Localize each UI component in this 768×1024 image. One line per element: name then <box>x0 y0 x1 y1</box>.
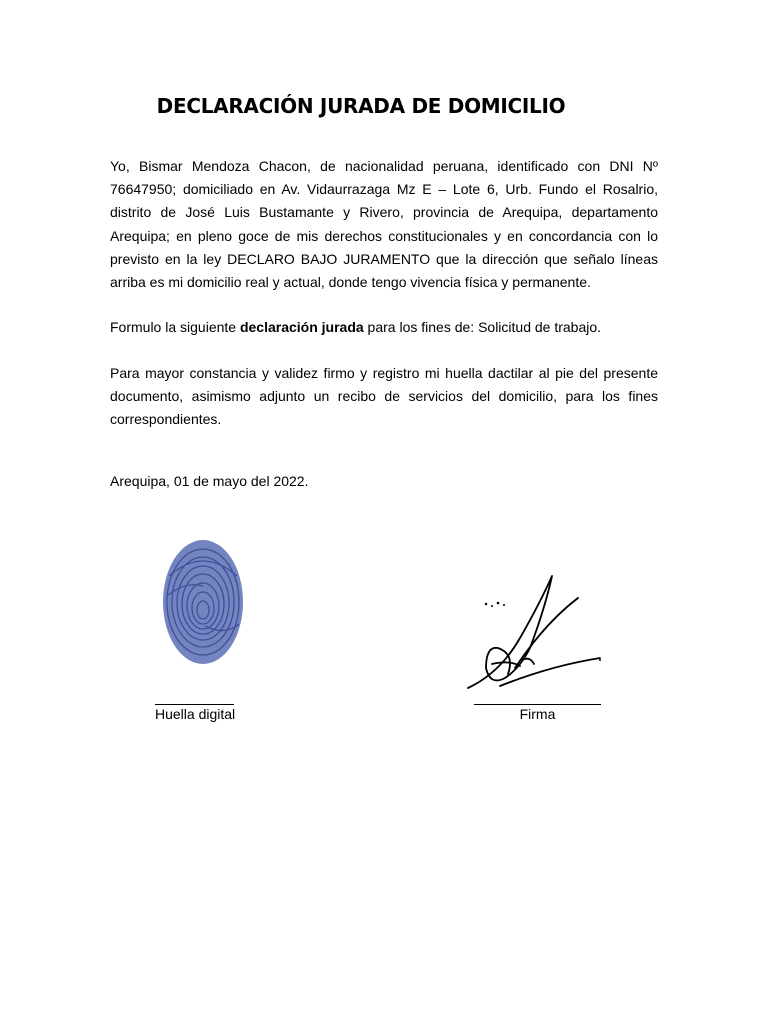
purpose-text-before: Formulo la siguiente <box>110 319 240 335</box>
validity-paragraph: Para mayor constancia y validez firmo y registro mi huella dactilar al pie del presente documento, asimismo adjunto un recibo de servicios del domicilio, para los fines correspondientes. <box>110 365 658 428</box>
signature-line <box>474 704 601 705</box>
fingerprint-caption: Huella digital <box>155 706 236 722</box>
declaration-paragraph: Yo, Bismar Mendoza Chacon, de nacionalidad peruana, identificado con DNI Nº 76647950; domiciliado en Av. Vidaurrazaga Mz E – Lote 6, Urb. Fundo el Rosalrio, distrito de José Luis Bustamante y Rivero, provincia de Arequipa, departamento Arequipa; en pleno goce de mis derechos constitucionales y en concordancia con lo previsto en la ley DECLARO BAJO JURAMENTO que la dirección que señalo líneas arriba es mi domicilio real y actual, donde tengo vivencia física y permanente. <box>110 158 658 291</box>
fingerprint-line <box>155 704 234 705</box>
purpose-text-bold: declaración jurada <box>239 319 364 335</box>
signature-caption: Firma <box>519 706 556 722</box>
purpose-text-after: para los fines de: Solicitud de trabajo. <box>363 319 602 335</box>
place-date: Arequipa, 01 de mayo del 2022. <box>110 473 309 489</box>
purpose-paragraph <box>110 316 658 339</box>
document-title: DECLARACIÓN JURADA DE DOMICILIO <box>156 94 566 118</box>
signature-icon <box>460 568 610 696</box>
fingerprint-icon <box>155 536 251 668</box>
